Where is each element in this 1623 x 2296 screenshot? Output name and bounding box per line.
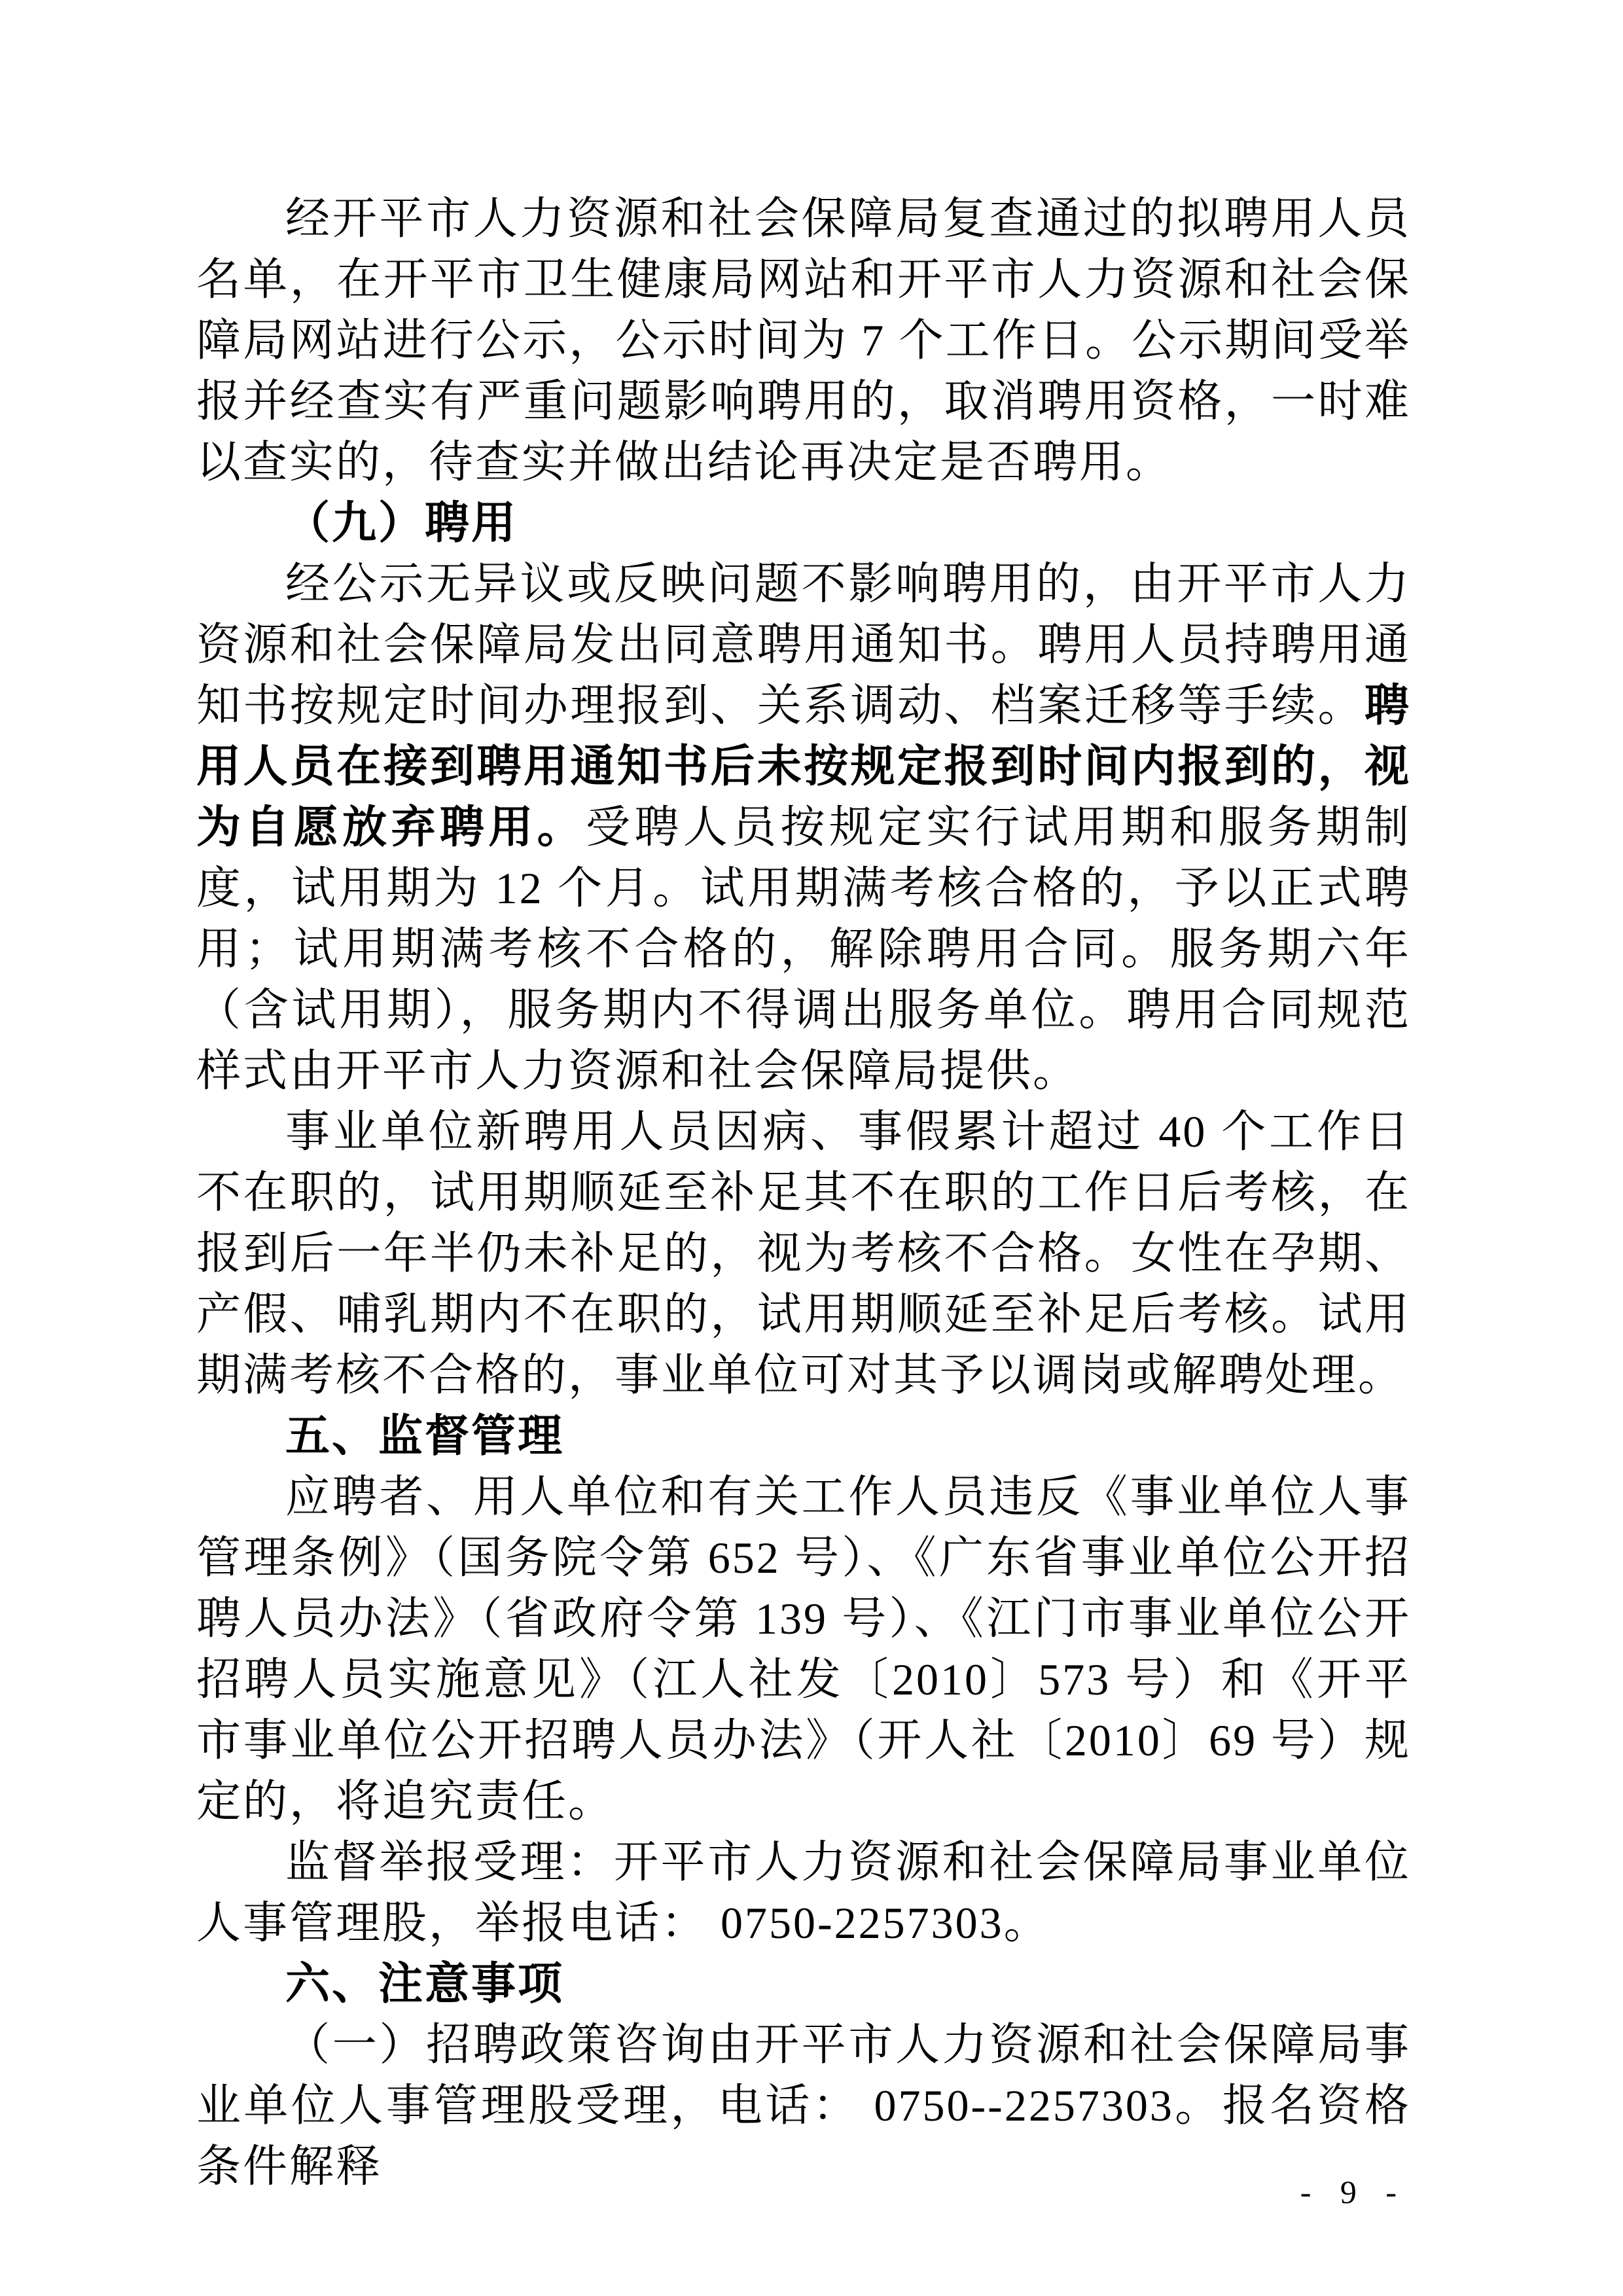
page-number: - 9 - bbox=[1300, 2174, 1407, 2210]
paragraph bbox=[196, 1102, 1411, 1406]
section-heading bbox=[196, 493, 1411, 554]
section-heading bbox=[196, 1406, 1411, 1467]
text-run: 经开平市人力资源和社会保障局复查通过的拟聘用人员名单，在开平市卫生健康局网站和开平市人力资源和社会保障局网站进行公示，公示时间为 7 个工作日。公示期间受举报并经查实有严重问题影响聘用的，取消聘用资格，一时难以查实的，待查实并做出结论再决定是否聘用。 bbox=[196, 194, 1411, 487]
text-run: 监督举报受理：开平市人力资源和社会保障局事业单位人事管理股，举报电话： 0750-2257303。 bbox=[196, 1837, 1411, 1948]
paragraph bbox=[196, 2015, 1411, 2197]
bold-text-run: 聘用人员在接到聘用通知书后未按规定报到时间内报到的，视为自愿放弃聘用。 bbox=[196, 681, 1411, 852]
bold-text-run: （九）聘用 bbox=[285, 498, 518, 548]
document-body bbox=[196, 188, 1411, 2197]
text-run: （一）招聘政策咨询由开平市人力资源和社会保障局事业单位人事管理股受理，电话： 0750--2257303。报名资格条件解释 bbox=[196, 2020, 1411, 2191]
section-heading bbox=[196, 1954, 1411, 2015]
text-run: 应聘者、用人单位和有关工作人员违反《事业单位人事管理条例》（国务院令第 652 号）、《广东省事业单位公开招聘人员办法》（省政府令第 139 号）、《江门市事业单位公开招聘人员实施意见》（江人社发〔2010〕573 号）和《开平市事业单位公开招聘人员办法》（开人社〔2010〕69 号）规定的，将追究责任。 bbox=[196, 1472, 1411, 1826]
paragraph bbox=[196, 1467, 1411, 1832]
bold-text-run: 六、注意事项 bbox=[285, 1959, 565, 2009]
paragraph bbox=[196, 188, 1411, 493]
paragraph bbox=[196, 1832, 1411, 1954]
text-run: 受聘人员按规定实行试用期和服务期制度，试用期为 12 个月。试用期满考核合格的，予以正式聘用；试用期满考核不合格的，解除聘用合同。服务期六年（含试用期），服务期内不得调出服务单位。聘用合同规范样式由开平市人力资源和社会保障局提供。 bbox=[196, 802, 1411, 1096]
text-run: 经公示无异议或反映问题不影响聘用的，由开平市人力资源和社会保障局发出同意聘用通知书。聘用人员持聘用通知书按规定时间办理报到、关系调动、档案迁移等手续。 bbox=[196, 559, 1411, 730]
text-run: 事业单位新聘用人员因病、事假累计超过 40 个工作日不在职的，试用期顺延至补足其不在职的工作日后考核，在报到后一年半仍未补足的，视为考核不合格。女性在孕期、产假、哺乳期内不在职的，试用期顺延至补足后考核。试用期满考核不合格的，事业单位可对其予以调岗或解聘处理。 bbox=[196, 1107, 1411, 1400]
bold-text-run: 五、监督管理 bbox=[285, 1411, 565, 1461]
paragraph bbox=[196, 554, 1411, 1102]
